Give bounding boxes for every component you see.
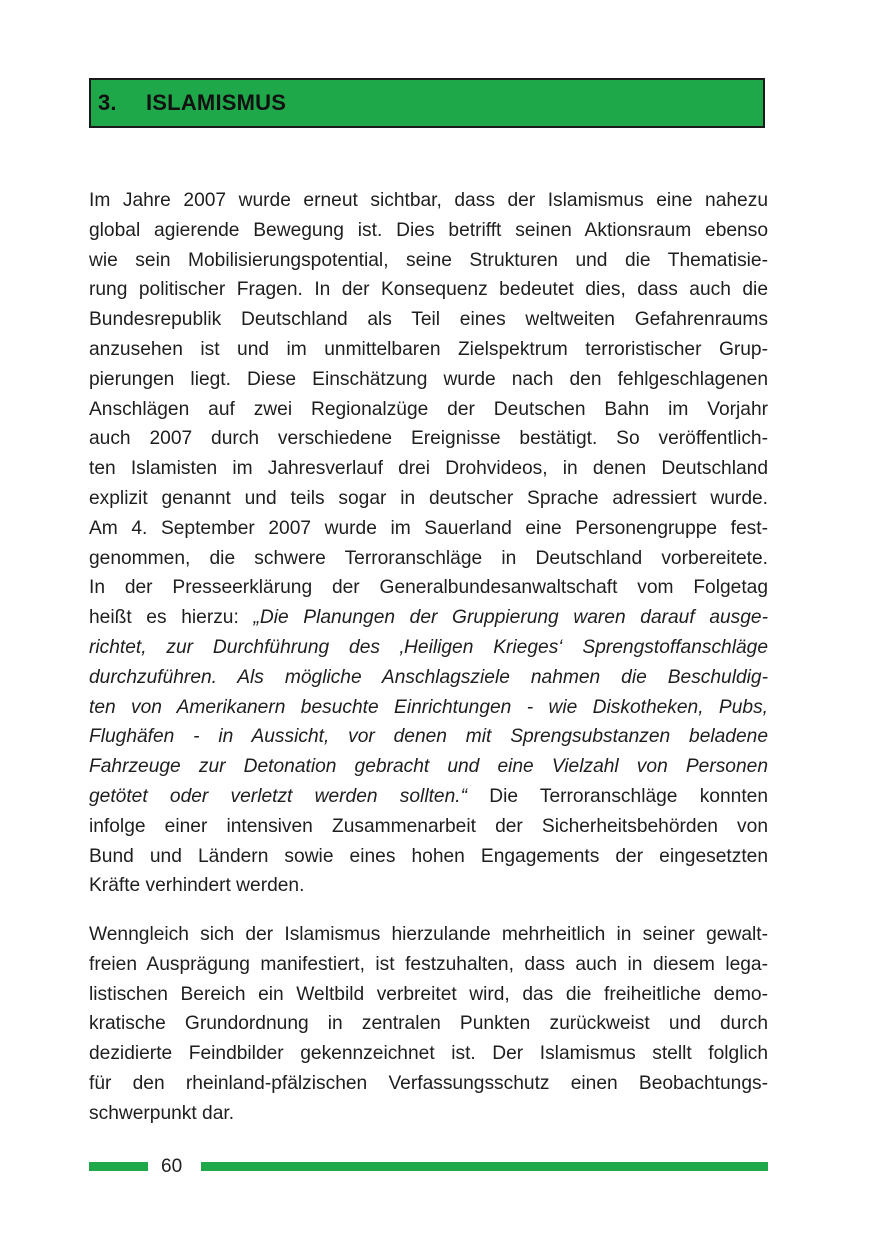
paragraph-1 — [89, 186, 768, 901]
chapter-number: 3. — [98, 90, 117, 115]
quote-text: getötet oder verletzt werden sollten.“ — [89, 785, 467, 807]
text-line: Im Jahre 2007 wurde erneut sichtbar, dass der Islamismus eine nahezu — [89, 190, 768, 211]
quote-line — [89, 663, 768, 693]
text-line: freien Ausprägung manifestiert, ist festzuhalten, dass auch in diesem lega- — [89, 953, 768, 975]
text-line: rung politischer Fragen. In der Konsequenz bedeutet dies, dass auch die — [89, 279, 768, 301]
text-line: schwerpunkt dar. — [89, 1102, 235, 1124]
text-line: anzusehen ist und im unmittelbaren Zielspektrum terroristischer Grup- — [89, 338, 768, 360]
text-line: kratische Grundordnung in zentralen Punkten zurückweist und durch — [89, 1013, 768, 1035]
text-line: genommen, die schwere Terroranschläge in Deutschland vorbereitete. — [89, 547, 768, 569]
text-line: In der Presseerklärung der Generalbundesanwaltschaft vom Folgetag — [89, 577, 768, 599]
page-footer — [89, 1154, 768, 1180]
quote-text: „Die Planungen der Gruppierung waren darauf ausge- — [253, 607, 768, 629]
quote-text: durchzuführen. Als mögliche Anschlagsziele nahmen die Beschuldig- — [89, 666, 768, 688]
quote-text: Flughäfen - in Aussicht, vor denen mit Sprengsubstanzen beladene — [89, 726, 768, 748]
plain-text: heißt es hierzu: — [89, 607, 254, 629]
plain-text: Die Terroranschläge konnten — [466, 785, 768, 807]
text-line-quote-end — [89, 782, 768, 812]
text-line: Am 4. September 2007 wurde im Sauerland eine Personengruppe fest- — [89, 517, 768, 539]
text-line: für den rheinland-pfälzischen Verfassungsschutz einen Beobachtungs- — [89, 1072, 768, 1094]
page-number: 60 — [161, 1156, 183, 1177]
text-line: global agierende Bewegung ist. Dies betrifft seinen Aktionsraum ebenso — [89, 219, 768, 241]
chapter-header — [89, 78, 765, 128]
quote-line — [89, 633, 768, 663]
chapter-title: ISLAMISMUS — [146, 90, 287, 115]
text-line: Wenngleich sich der Islamismus hierzulande mehrheitlich in seiner gewalt- — [89, 924, 768, 945]
text-line: ten Islamisten im Jahresverlauf drei Drohvideos, in denen Deutschland — [89, 458, 768, 480]
quote-line — [89, 693, 768, 723]
quote-text: richtet, zur Durchführung des ‚Heiligen Krieges‘ Sprengstoffanschläge — [89, 636, 768, 658]
text-line: Kräfte verhindert werden. — [89, 875, 305, 897]
text-line: Anschlägen auf zwei Regionalzüge der Deutschen Bahn im Vorjahr — [89, 398, 768, 420]
text-line: auch 2007 durch verschiedene Ereignisse bestätigt. So veröffentlich- — [89, 428, 768, 450]
quote-text: ten von Amerikanern besuchte Einrichtungen - wie Diskotheken, Pubs, — [89, 696, 768, 718]
quote-text: Fahrzeuge zur Detonation gebracht und eine Vielzahl von Personen — [89, 756, 768, 778]
quote-line — [89, 722, 768, 752]
footer-bar-right — [201, 1162, 768, 1171]
text-line: Bund und Ländern sowie eines hohen Engagements der eingesetzten — [89, 845, 768, 867]
text-line: Bundesrepublik Deutschland als Teil eines weltweiten Gefahrenraums — [89, 309, 768, 331]
text-line-quote-start — [89, 603, 768, 633]
paragraph-2 — [89, 920, 768, 1129]
text-line: dezidierte Feindbilder gekennzeichnet ist. Der Islamismus stellt folglich — [89, 1043, 768, 1065]
footer-bar-left — [89, 1162, 148, 1171]
text-line: wie sein Mobilisierungspotential, seine Strukturen und die Thematisie- — [89, 249, 768, 271]
text-line: explizit genannt und teils sogar in deutscher Sprache adressiert wurde. — [89, 487, 768, 509]
text-line: listischen Bereich ein Weltbild verbreitet wird, das die freiheitliche demo- — [89, 983, 768, 1005]
text-line: infolge einer intensiven Zusammenarbeit der Sicherheitsbehörden von — [89, 815, 768, 837]
text-line: pierungen liegt. Diese Einschätzung wurde nach den fehlgeschlagenen — [89, 368, 768, 390]
quote-line — [89, 752, 768, 782]
